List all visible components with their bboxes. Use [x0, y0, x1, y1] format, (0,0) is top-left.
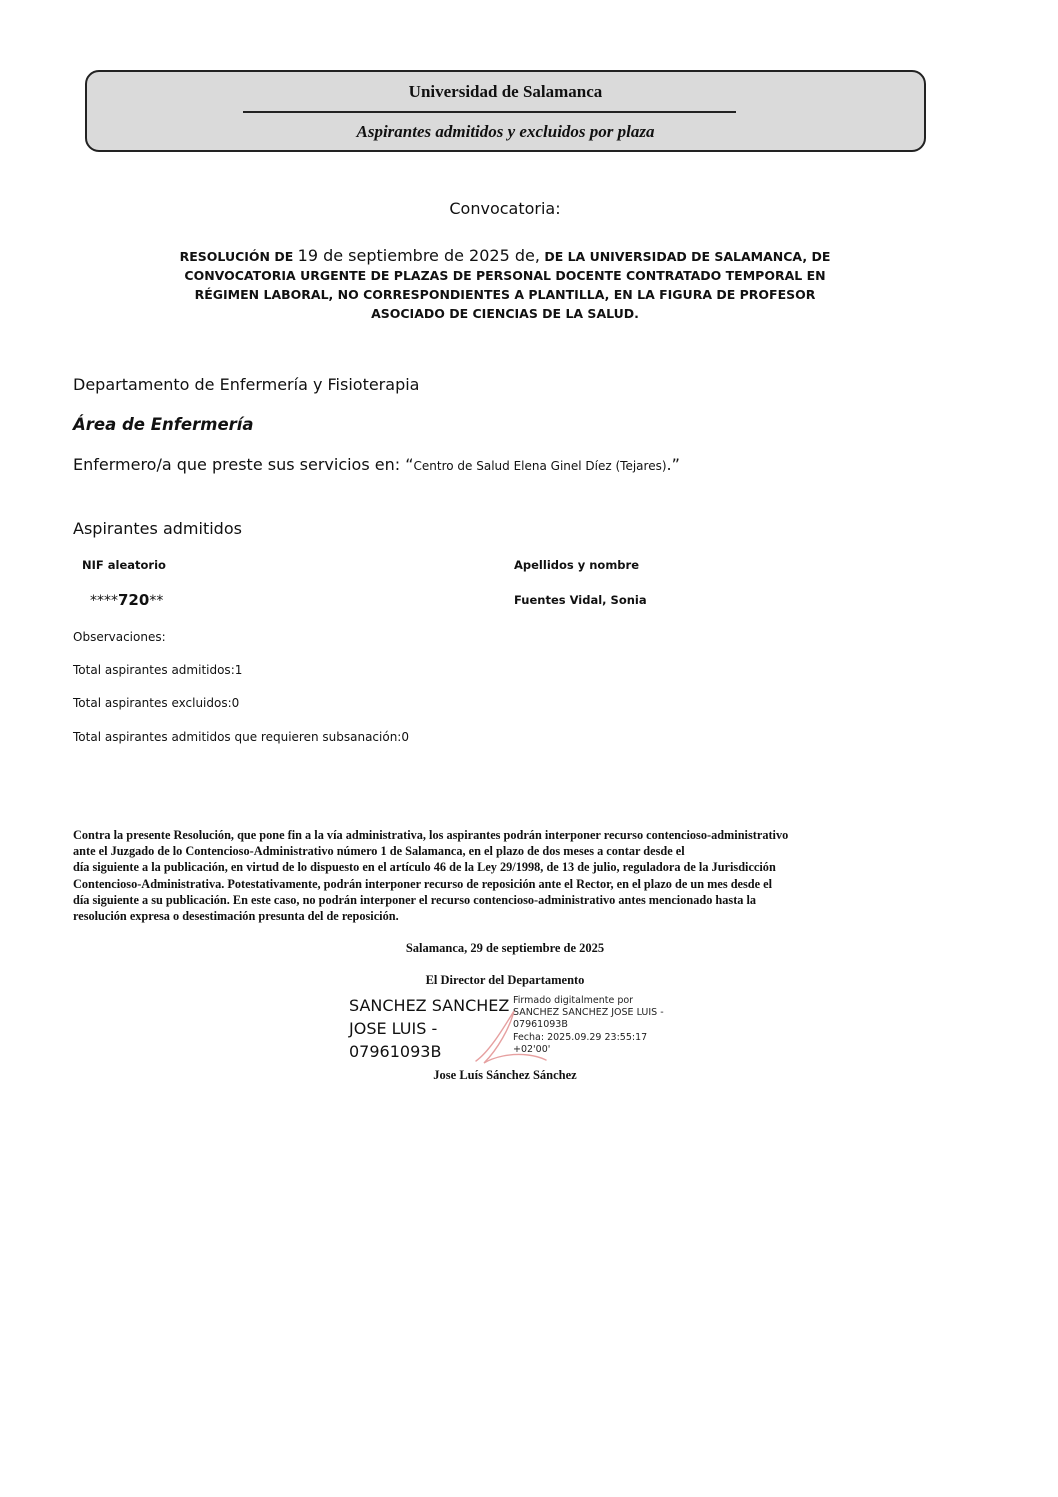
column-header-nif: NIF aleatorio	[82, 558, 166, 572]
signature-name-line: JOSE LUIS -	[349, 1019, 438, 1038]
observaciones: Observaciones:	[73, 630, 166, 644]
legal-line: Contra la presente Resolución, que pone fin a la vía administrativa, los aspirantes podrán interponer recurso contencioso-administrativo	[73, 828, 789, 842]
resolucion-line-2: CONVOCATORIA URGENTE DE PLAZAS DE PERSONAL DOCENTE CONTRATADO TEMPORAL EN	[184, 268, 826, 283]
admitidos-heading: Aspirantes admitidos	[73, 519, 242, 538]
plaza-description	[73, 455, 680, 474]
departamento: Departamento de Enfermería y Fisioterapia	[73, 375, 420, 394]
header-divider	[243, 111, 736, 113]
nif-suffix: **	[149, 593, 164, 609]
fecha-lugar: Salamanca, 29 de septiembre de 2025	[405, 941, 605, 955]
resolucion-text-1: DE LA UNIVERSIDAD DE SALAMANCA, DE	[544, 249, 831, 264]
university-title: Universidad de Salamanca	[408, 82, 603, 101]
document-subtitle: Aspirantes admitidos y excluidos por plaza	[356, 122, 655, 141]
signature-name-line: 07961093B	[349, 1042, 442, 1061]
table-row-nif	[90, 591, 163, 609]
digital-signature-details	[513, 995, 664, 1056]
signature-detail-line: Firmado digitalmente por	[513, 995, 634, 1006]
resolucion-line-1	[170, 246, 840, 266]
resolucion-date: 19 de septiembre de 2025 de,	[297, 246, 540, 265]
signature-detail-line: +02'00'	[513, 1043, 551, 1055]
plaza-suffix: .”	[666, 455, 680, 474]
plaza-prefix: Enfermero/a que preste sus servicios en: “	[73, 455, 414, 474]
total-excluidos: Total aspirantes excluidos:0	[73, 696, 240, 710]
nif-digits: 720	[118, 591, 150, 609]
legal-notice	[73, 827, 913, 924]
area: Área de Enfermería	[73, 415, 254, 434]
signature-name-line: SANCHEZ SANCHEZ	[349, 996, 510, 1015]
plaza-centro: Centro de Salud Elena Ginel Díez (Tejares)	[413, 459, 667, 473]
resolucion-line-4: ASOCIADO DE CIENCIAS DE LA SALUD.	[371, 306, 639, 321]
resolucion-heading	[170, 246, 840, 323]
convocatoria-label: Convocatoria:	[449, 199, 561, 218]
legal-line: ante el Juzgado de lo Contencioso-Administrativo número 1 de Salamanca, en el plazo de dos meses a contar desde el	[73, 844, 685, 859]
total-admitidos: Total aspirantes admitidos:1	[73, 663, 243, 677]
table-row-nombre: Fuentes Vidal, Sonia	[514, 593, 647, 607]
nif-prefix: ****	[90, 593, 118, 609]
firmante: Jose Luís Sánchez Sánchez	[433, 1068, 577, 1082]
cargo: El Director del Departamento	[425, 973, 585, 987]
signature-detail-line: 07961093B	[513, 1019, 568, 1031]
legal-line: Contencioso-Administrativa. Potestativamente, podrán interponer recurso de reposición ante el Rector, en el plazo de un mes desde el	[73, 876, 773, 891]
total-subsanacion: Total aspirantes admitidos que requieren subsanación:0	[73, 730, 409, 744]
resolucion-prefix: RESOLUCIÓN DE	[179, 249, 298, 264]
legal-line: resolución expresa o desestimación presunta del de reposición.	[73, 909, 399, 924]
column-header-nombre: Apellidos y nombre	[514, 558, 640, 572]
signature-detail-line: Fecha: 2025.09.29 23:55:17	[513, 1031, 648, 1043]
legal-line: día siguiente a su publicación. En este caso, no podrán interponer el recurso contencioso-administrativo antes mencionado hasta la	[73, 892, 757, 907]
signature-detail-line: SANCHEZ SANCHEZ JOSE LUIS -	[513, 1007, 664, 1019]
resolucion-line-3: RÉGIMEN LABORAL, NO CORRESPONDIENTES A PLANTILLA, EN LA FIGURA DE PROFESOR	[194, 287, 816, 302]
legal-line: día siguiente a la publicación, en virtud de lo dispuesto en el artículo 46 de la Ley 29/1998, de 13 de julio, reguladora de la Jurisdicción	[73, 860, 776, 875]
header-banner	[85, 70, 926, 152]
